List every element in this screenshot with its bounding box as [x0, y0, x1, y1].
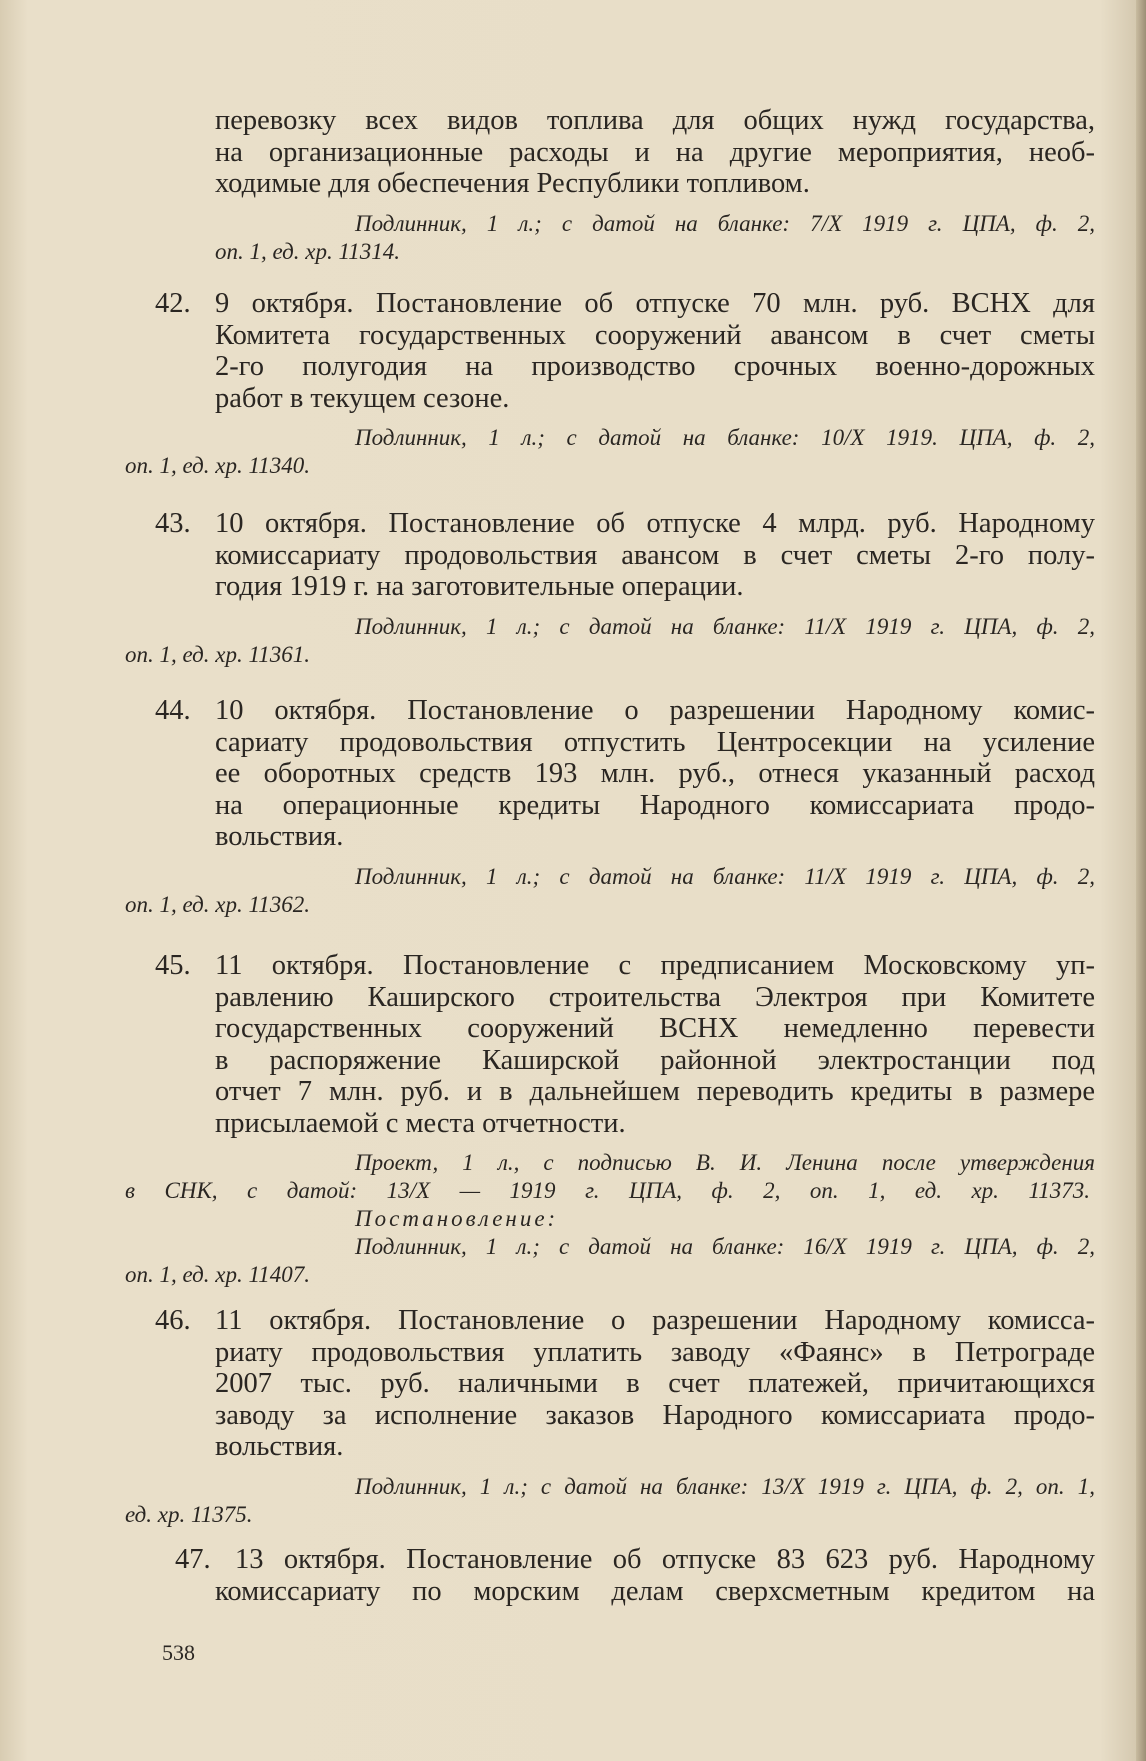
- text-line: сариату продовольствия отпустить Центросекции на усиление: [215, 726, 1095, 758]
- text-line: работ в текущем сезоне.: [215, 382, 510, 414]
- text-line: комиссариату по морским делам сверхсметным кредитом на: [215, 1575, 1095, 1607]
- text-line: 11 октября. Постановление с предписанием Московскому уп-: [215, 950, 1095, 981]
- text-line: заводу за исполнение заказов Народного комиссариата продо-: [215, 1399, 1095, 1431]
- text-line: вольствия.: [215, 821, 344, 852]
- source-note: [125, 613, 1095, 669]
- entry-47: [175, 1544, 1095, 1607]
- entry-number: 44.: [155, 695, 191, 726]
- source-note: [125, 863, 1095, 919]
- source-line: Подлинник, 1 л.; с датой на бланке: 11/X 1919 г. ЦПА, ф. 2,: [355, 613, 1095, 639]
- source-note: [125, 424, 1095, 480]
- text-line: ходимые для обеспечения Республики топливом.: [215, 168, 810, 199]
- text-line: риату продовольствия уплатить заводу «Фаянс» в Петрограде: [215, 1336, 1095, 1368]
- entry-number: 45.: [155, 950, 191, 981]
- entry-44: [125, 695, 1095, 919]
- entry-number: 46.: [155, 1305, 191, 1336]
- text-line: ее оборотных средств 193 млн. руб., отнеся указанный расход: [215, 758, 1095, 789]
- text-line: на операционные кредиты Народного комиссариата продо-: [215, 789, 1095, 821]
- text-line: перевозку всех видов топлива для общих нужд государства,: [215, 105, 1095, 136]
- text-line: 9 октября. Постановление об отпуске 70 млн. руб. ВСНХ для: [215, 288, 1095, 319]
- source-line: Подлинник, 1 л.; с датой на бланке: 7/X 1919 г. ЦПА, ф. 2,: [355, 210, 1095, 236]
- source-line: Проект, 1 л., с подписью В. И. Ленина после утверждения: [355, 1150, 1095, 1175]
- source-line: ед. хр. 11375.: [125, 1501, 253, 1527]
- text-line: 2007 тыс. руб. наличными в счет платежей, причитающихся: [215, 1368, 1095, 1399]
- source-line: оп. 1, ед. хр. 11407.: [125, 1262, 311, 1287]
- text-line: Комитета государственных сооружений авансом в счет сметы: [215, 319, 1095, 351]
- text-line: отчет 7 млн. руб. и в дальнейшем переводить кредиты в размере: [215, 1076, 1095, 1107]
- entry-number: 43.: [155, 508, 191, 539]
- entry-46: [125, 1305, 1095, 1529]
- text-line: присылаемой с места отчетности.: [215, 1107, 626, 1139]
- entry-42: [125, 288, 1095, 480]
- text-line: комиссариату продовольствия авансом в счет сметы 2-го полу-: [215, 539, 1095, 571]
- page-number: 538: [162, 1640, 195, 1665]
- source-line: Постановление:: [355, 1206, 559, 1231]
- entry-45: [125, 950, 1095, 1289]
- source-line: в СНК, с датой: 13/X — 1919 г. ЦПА, ф. 2, оп. 1, ед. хр. 11373.: [125, 1178, 1090, 1203]
- text-line: 10 октября. Постановление об отпуске 4 млрд. руб. Народному: [215, 508, 1095, 539]
- source-note: [125, 1473, 1095, 1529]
- text-line: годия 1919 г. на заготовительные операции.: [215, 571, 744, 602]
- source-line: Подлинник, 1 л.; с датой на бланке: 16/X 1919 г. ЦПА, ф. 2,: [355, 1234, 1095, 1259]
- text-line: в распоряжение Каширской районной электростанции под: [215, 1044, 1095, 1076]
- source-line: Подлинник, 1 л.; с датой на бланке: 10/X 1919. ЦПА, ф. 2,: [355, 425, 1095, 450]
- source-note: [215, 210, 1095, 266]
- source-line: оп. 1, ед. хр. 11362.: [125, 891, 311, 917]
- entry-number: 42.: [155, 288, 191, 319]
- source-line: оп. 1, ед. хр. 11340.: [125, 453, 311, 478]
- page-spine-shadow: [1136, 0, 1146, 1761]
- text-line: 10 октября. Постановление о разрешении Народному комис-: [215, 695, 1095, 726]
- source-line: Подлинник, 1 л.; с датой на бланке: 11/X 1919 г. ЦПА, ф. 2,: [355, 863, 1095, 889]
- source-line: Подлинник, 1 л.; с датой на бланке: 13/X 1919 г. ЦПА, ф. 2, оп. 1,: [355, 1473, 1095, 1499]
- text-line: равлению Каширского строительства Электроя при Комитете: [215, 981, 1095, 1013]
- text-line: вольствия.: [215, 1431, 344, 1462]
- text-line: 13 октября. Постановление об отпуске 83 623 руб. Народному: [235, 1544, 1095, 1575]
- intro-paragraph: [215, 105, 1095, 266]
- text-line: государственных сооружений ВСНХ немедленно перевести: [215, 1013, 1095, 1044]
- text-line: 11 октября. Постановление о разрешении Народному комисса-: [215, 1305, 1095, 1336]
- source-line: оп. 1, ед. хр. 11314.: [215, 238, 401, 264]
- text-line: 2-го полугодия на производство срочных военно-дорожных: [215, 351, 1095, 382]
- text-line: на организационные расходы и на другие мероприятия, необ-: [215, 136, 1095, 168]
- source-note: [125, 1149, 1095, 1289]
- entry-number: 47.: [175, 1544, 211, 1575]
- entry-43: [125, 508, 1095, 669]
- source-line: оп. 1, ед. хр. 11361.: [125, 641, 311, 667]
